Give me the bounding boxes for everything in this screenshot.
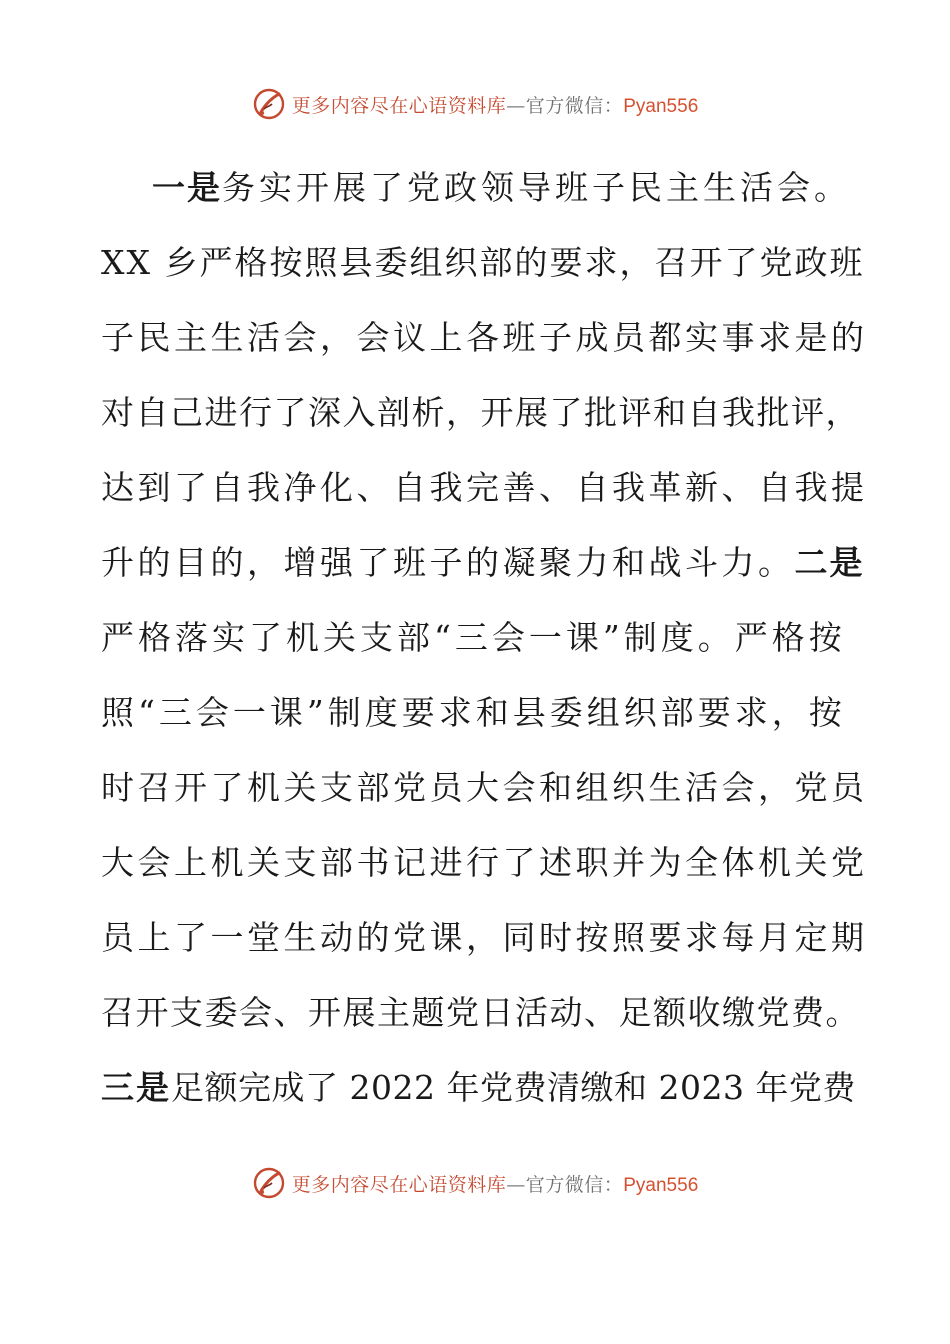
paragraph-line-10 — [101, 833, 868, 893]
watermark-main: 更多内容尽在心语资料库 — [291, 94, 507, 117]
paragraph-line-13 — [101, 1058, 856, 1118]
watermark-footer — [0, 1163, 950, 1203]
line-text: 照“三会一课”制度要求和县委组织部要求，按 — [101, 693, 846, 732]
line-text: 严格落实了机关支部“三会一课”制度。严格按 — [101, 618, 846, 657]
line-text: 升的目的，增强了班子的凝聚力和战斗力。 — [101, 543, 795, 582]
watermark-sub: 官方微信： — [525, 1173, 624, 1196]
bold-lead: 三是 — [101, 1068, 171, 1107]
line-text: 达到了自我净化、自我完善、自我革新、自我提 — [101, 468, 868, 507]
line-text: 召开支委会、开展主题党日活动、足额收缴党费。 — [101, 993, 860, 1032]
watermark-main: 更多内容尽在心语资料库 — [291, 1173, 507, 1196]
line-text: 足额完成了 2022 年党费清缴和 2023 年党费 — [171, 1068, 856, 1107]
line-text: 大会上机关支部书记进行了述职并为全体机关党 — [101, 843, 868, 882]
watermark-dash: — — [506, 94, 526, 117]
line-text: 务实开展了党政领导班子民主生活会。 — [222, 168, 851, 207]
watermark-header — [0, 84, 950, 124]
paragraph-line-12 — [101, 983, 860, 1043]
paragraph-line-3 — [101, 308, 868, 368]
bold-lead: 二是 — [794, 543, 865, 582]
paragraph-line-9 — [101, 758, 868, 818]
paragraph-line-1 — [152, 158, 851, 218]
paragraph-line-5 — [101, 458, 868, 518]
bold-lead: 一是 — [152, 168, 222, 207]
paragraph-line-8 — [101, 683, 846, 743]
line-text: 子民主生活会，会议上各班子成员都实事求是的 — [101, 318, 868, 357]
paragraph-line-2 — [101, 233, 864, 293]
paragraph-line-11 — [101, 908, 868, 968]
paragraph-line-7 — [101, 608, 846, 668]
watermark-sub: 官方微信： — [525, 94, 624, 117]
pen-circle-logo-icon — [252, 1166, 286, 1200]
line-text: 员上了一堂生动的党课，同时按照要求每月定期 — [101, 918, 868, 957]
paragraph-line-6 — [101, 533, 865, 593]
line-text: XX 乡严格按照县委组织部的要求，召开了党政班 — [101, 243, 865, 282]
watermark-wechat-id: Pyan556 — [623, 1174, 699, 1196]
paragraph-line-4 — [101, 383, 860, 443]
watermark-text — [292, 91, 699, 118]
line-text: 时召开了机关支部党员大会和组织生活会，党员 — [101, 768, 868, 807]
line-text: 对自己进行了深入剖析，开展了批评和自我批评， — [101, 393, 860, 432]
watermark-wechat-id: Pyan556 — [623, 95, 699, 117]
pen-circle-logo-icon — [252, 87, 286, 121]
watermark-dash: — — [506, 1173, 526, 1196]
watermark-text — [292, 1170, 699, 1197]
